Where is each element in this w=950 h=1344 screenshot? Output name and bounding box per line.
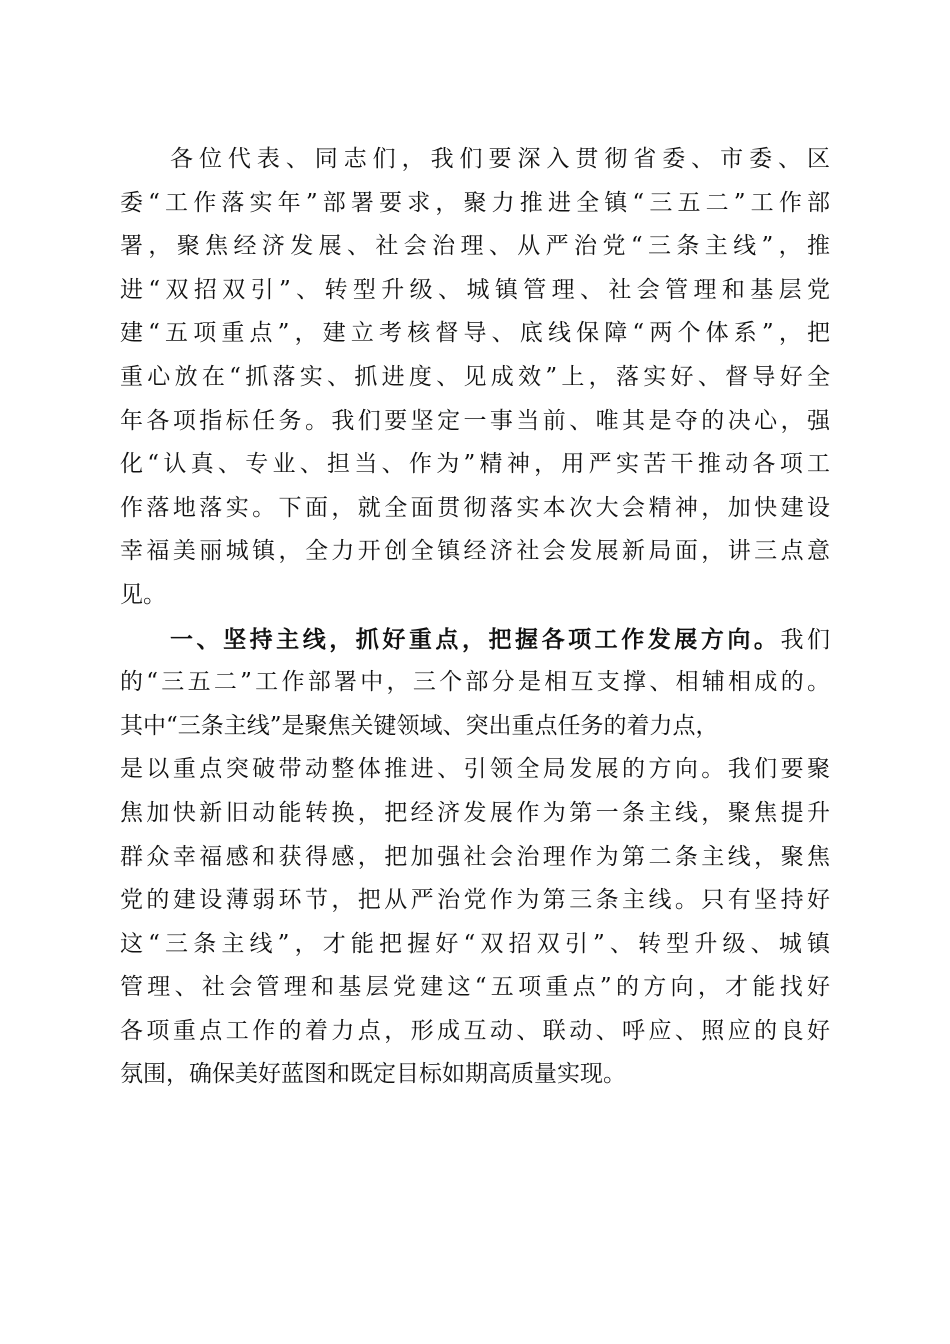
text-line: 这“三条主线”，才能把握好“双招双引”、转型升级、城镇	[120, 930, 830, 957]
section-heading: 一、坚持主线，抓好重点，把握各项工作发展方向。	[170, 625, 781, 653]
text-line: 其中“三条主线”是聚焦关键领域、突出重点任务的着力点，	[120, 712, 719, 739]
text-line: 见。	[120, 581, 166, 608]
text-line: 委“工作落实年”部署要求，聚力推进全镇“三五二”工作部	[120, 189, 830, 216]
text-line: 各位代表、同志们，我们要深入贯彻省委、市委、区	[170, 146, 830, 172]
text-line: 的“三五二”工作部署中，三个部分是相互支撑、相辅相成的。	[120, 669, 830, 696]
text-line: 署，聚焦经济发展、社会治理、从严治党“三条主线”，推	[120, 233, 830, 260]
paragraph-section-one	[120, 618, 830, 1098]
text-line: 焦加快新旧动能转换，把经济发展作为第一条主线，聚焦提升	[120, 799, 830, 826]
text-line: 进“双招双引”、转型升级、城镇管理、社会管理和基层党	[120, 276, 830, 303]
text-line: 氛围，确保美好蓝图和既定目标如期高质量实现。	[120, 1061, 626, 1088]
text-line: 群众幸福感和获得感，把加强社会治理作为第二条主线，聚焦	[120, 843, 830, 870]
heading-tail-text: 我们	[780, 626, 831, 653]
text-line: 管理、社会管理和基层党建这“五项重点”的方向，才能找好	[120, 974, 830, 1001]
document-body	[120, 138, 830, 1097]
text-line: 是以重点突破带动整体推进、引领全局发展的方向。我们要聚	[120, 756, 830, 783]
section-heading-line	[120, 618, 830, 662]
paragraph-intro	[120, 138, 830, 618]
text-line: 化“认真、专业、担当、作为”精神，用严实苦干推动各项工	[120, 451, 830, 478]
text-line: 年各项指标任务。我们要坚定一事当前、唯其是夺的决心，强	[120, 407, 830, 434]
text-line: 重心放在“抓落实、抓进度、见成效”上，落实好、督导好全	[120, 363, 830, 390]
text-line: 幸福美丽城镇，全力开创全镇经济社会发展新局面，讲三点意	[120, 538, 830, 565]
text-line: 各项重点工作的着力点，形成互动、联动、呼应、照应的良好	[120, 1017, 830, 1044]
text-line: 党的建设薄弱环节，把从严治党作为第三条主线。只有坚持好	[120, 887, 830, 914]
text-line: 作落地落实。下面，就全面贯彻落实本次大会精神，加快建设	[120, 494, 830, 521]
text-line: 建“五项重点”，建立考核督导、底线保障“两个体系”，把	[120, 320, 830, 347]
